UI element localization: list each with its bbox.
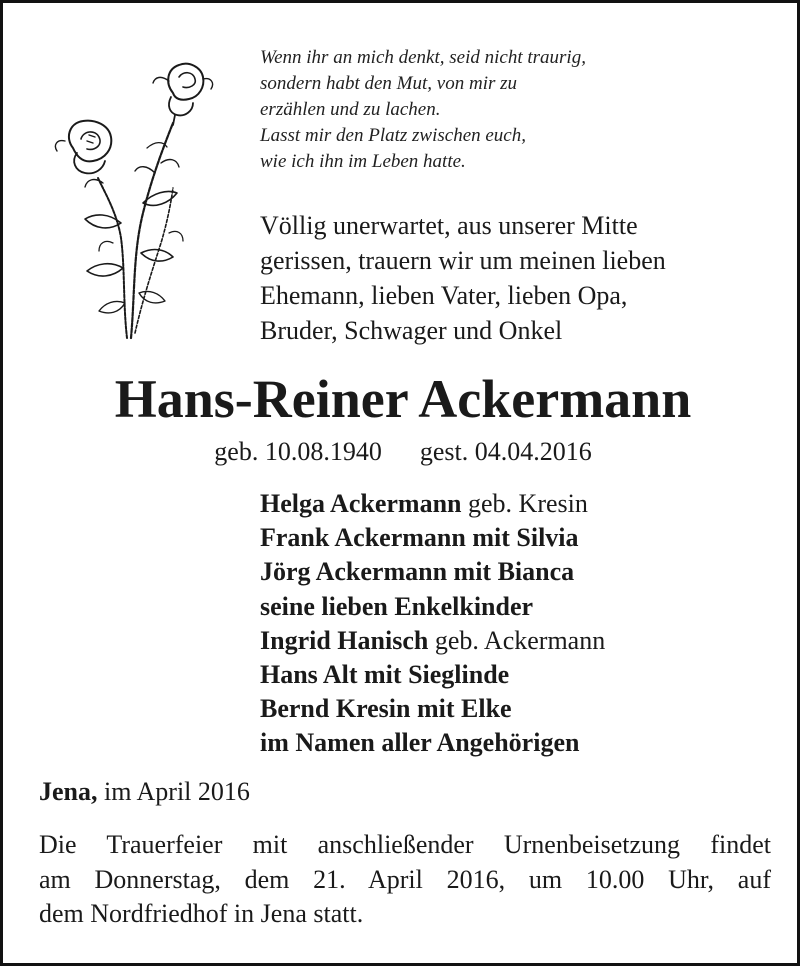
funeral-line: Die Trauerfeier mit anschließender Urnenbeisetzung findet xyxy=(39,830,771,859)
poem-line: sondern habt den Mut, von mir zu xyxy=(260,73,518,94)
birth-date: geb. 10.08.1940 xyxy=(214,437,382,466)
funeral-line: dem Nordfriedhof in Jena statt. xyxy=(39,899,364,928)
family-member xyxy=(260,487,780,521)
family-member-name: Hans Alt mit Sieglinde xyxy=(260,660,510,690)
place-date-line xyxy=(39,775,779,809)
place-date: im April 2016 xyxy=(97,777,250,806)
place-city: Jena, xyxy=(39,777,98,806)
poem-line: Wenn ihr an mich denkt, seid nicht traurig, xyxy=(260,47,586,68)
intro-line: Ehemann, lieben Vater, lieben Opa, xyxy=(260,281,628,310)
family-member xyxy=(260,692,780,726)
family-member-note: geb. Ackermann xyxy=(428,625,606,655)
intro-line: Völlig unerwartet, aus unserer Mitte xyxy=(260,211,638,240)
funeral-notice xyxy=(39,828,771,932)
poem-line: erzählen und zu lachen. xyxy=(260,99,441,120)
poem-line: wie ich ihn im Leben hatte. xyxy=(260,151,466,172)
life-dates xyxy=(3,435,800,469)
family-member xyxy=(260,521,780,555)
poem-line: Lasst mir den Platz zwischen euch, xyxy=(260,125,526,146)
mourning-intro xyxy=(260,208,780,348)
family-member xyxy=(260,555,780,589)
family-member-name: Helga Ackermann xyxy=(260,489,462,518)
family-member-name: im Namen aller Angehörigen xyxy=(260,728,580,758)
family-member xyxy=(260,590,780,624)
deceased-name: Hans-Reiner Ackermann xyxy=(114,369,692,429)
family-member xyxy=(260,726,780,760)
rose-flower-icon xyxy=(43,53,218,343)
family-member-note: geb. Kresin xyxy=(461,489,588,518)
funeral-line: am Donnerstag, dem 21. April 2016, um 10.00 Uhr, auf xyxy=(39,864,771,894)
family-member-name: Bernd Kresin mit Elke xyxy=(260,694,512,724)
family-member xyxy=(260,658,780,692)
family-member-name: seine lieben Enkelkinder xyxy=(260,591,534,621)
family-member-name: Ingrid Hanisch xyxy=(260,625,429,655)
intro-line: Bruder, Schwager und Onkel xyxy=(260,316,563,345)
intro-line: gerissen, trauern wir um meinen lieben xyxy=(260,246,666,275)
family-list xyxy=(260,487,780,761)
family-member-name: Jörg Ackermann mit Bianca xyxy=(260,557,575,587)
poem-quote xyxy=(260,45,780,175)
family-member xyxy=(260,624,780,658)
death-date: gest. 04.04.2016 xyxy=(419,437,592,466)
family-member-name: Frank Ackermann mit Silvia xyxy=(260,523,579,553)
